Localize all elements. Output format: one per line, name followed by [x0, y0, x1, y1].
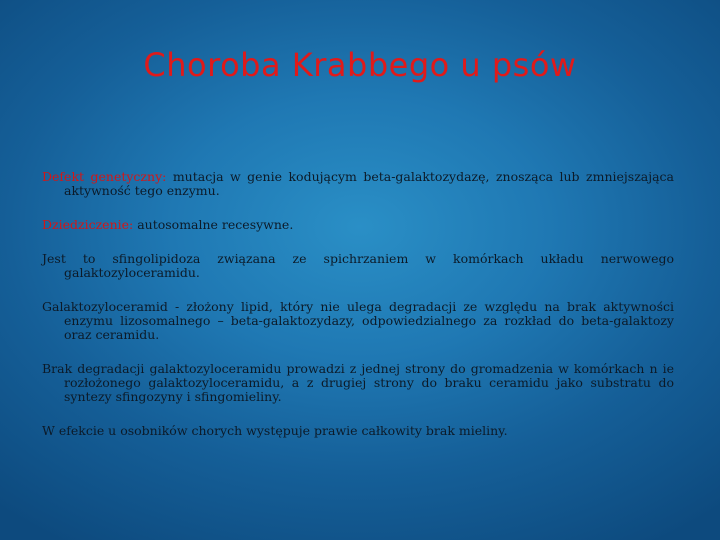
- paragraph-label: Defekt genetyczny:: [42, 169, 167, 184]
- paragraph-sphingolipidosis: [42, 252, 674, 280]
- paragraph-text: autosomalne recesywne.: [133, 217, 294, 232]
- slide-title: Choroba Krabbego u psów: [143, 46, 577, 84]
- paragraph-text: mutacja w genie kodującym beta-galaktozydazę, znosząca lub zmniejszająca aktywność tego enzymu.: [64, 169, 675, 198]
- paragraph-genetic-defect: [42, 170, 674, 198]
- paragraph-text: W efekcie u osobników chorych występuje prawie całkowity brak mieliny.: [42, 423, 508, 438]
- paragraph-effect: [42, 424, 674, 438]
- paragraph-inheritance: [42, 218, 674, 232]
- paragraph-text: Galaktozyloceramid - złożony lipid, który nie ulega degradacji ze względu na brak aktywności enzymu lizosomalnego – beta-galaktozydazy, odpowiedzialnego za rozkład do beta-galaktozy oraz ceramidu.: [42, 299, 674, 342]
- paragraph-text: Brak degradacji galaktozyloceramidu prowadzi z jednej strony do gromadzenia w komórkach n ie rozłożonego galaktozyloceramidu, a z drugiej strony do braku ceramidu jako substratu do syntezy sfingozyny i sfingomieliny.: [42, 361, 674, 404]
- paragraph-label: Dziedziczenie:: [42, 217, 134, 232]
- paragraph-galactosylceramide: [42, 300, 674, 342]
- paragraph-text: Jest to sfingolipidoza związana ze spichrzaniem w komórkach układu nerwowego galaktozyloceramidu.: [42, 251, 674, 280]
- paragraph-degradation: [42, 362, 674, 404]
- slide-content: [42, 170, 674, 458]
